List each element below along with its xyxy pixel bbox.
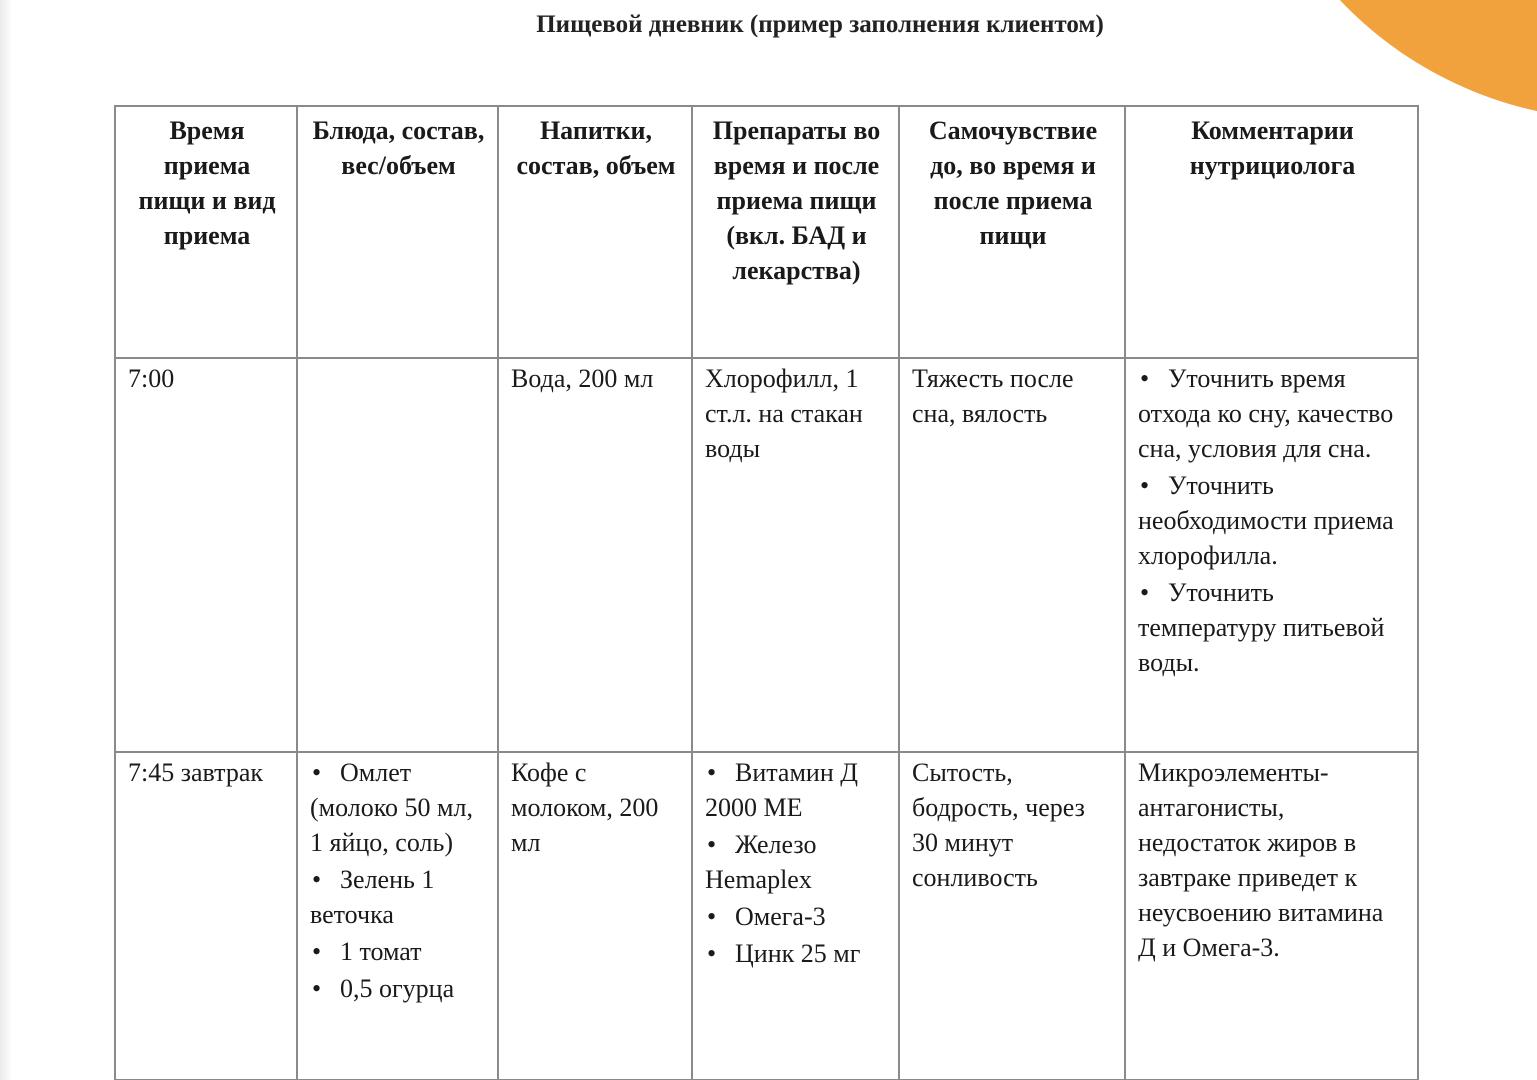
supplements-list [705, 755, 888, 971]
list-item: • Уточнить необходимости приема хлорофилла. [1138, 468, 1407, 573]
list-item: • Зелень 1 веточка [310, 862, 487, 932]
list-item: • Омега-3 [705, 899, 888, 934]
comments-list [1138, 361, 1407, 680]
list-item: • 0,5 огурца [310, 971, 487, 1006]
list-item: • Уточнить температуру питьевой воды. [1138, 575, 1407, 680]
list-item: • Цинк 25 мг [705, 936, 888, 971]
header-time: Время приема пищи и вид приема [115, 106, 297, 358]
cell-drinks: Вода, 200 мл [498, 358, 692, 752]
table-header-row [115, 106, 1418, 358]
cell-comments: Микроэлементы-антагонисты, недостаток жиров в завтраке приведет к неусвоению витамина Д и Омега-3. [1125, 752, 1418, 1080]
header-wellbeing: Самочувствие до, во время и после приема пищи [899, 106, 1125, 358]
list-item: • Железо Hemaplex [705, 827, 888, 897]
cell-supplements [692, 752, 899, 1080]
header-comments: Комментарии нутрициолога [1125, 106, 1418, 358]
cell-time: 7:00 [115, 358, 297, 752]
list-item: • Омлет (молоко 50 мл, 1 яйцо, соль) [310, 755, 487, 860]
cell-wellbeing: Тяжесть после сна, вялость [899, 358, 1125, 752]
header-dishes: Блюда, состав, вес/объем [297, 106, 498, 358]
cell-dishes [297, 358, 498, 752]
cell-wellbeing: Сытость, бодрость, через 30 минут сонливость [899, 752, 1125, 1080]
header-supplements: Препараты во время и после приема пищи (вкл. БАД и лекарства) [692, 106, 899, 358]
table-row [115, 358, 1418, 752]
list-item: • Уточнить время отхода ко сну, качество сна, условия для сна. [1138, 361, 1407, 466]
cell-supplements: Хлорофилл, 1 ст.л. на стакан воды [692, 358, 899, 752]
cell-comments [1125, 358, 1418, 752]
cell-dishes [297, 752, 498, 1080]
list-item: • 1 томат [310, 934, 487, 969]
header-drinks: Напитки, состав, объем [498, 106, 692, 358]
list-item: • Витамин Д 2000 МЕ [705, 755, 888, 825]
cell-drinks: Кофе с молоком, 200 мл [498, 752, 692, 1080]
document-title: Пищевой дневник (пример заполнения клиентом) [536, 11, 1104, 38]
page-edge-shadow [0, 0, 12, 1080]
table-row [115, 752, 1418, 1080]
food-diary-table [114, 105, 1419, 1080]
dishes-list [310, 755, 487, 1006]
cell-time: 7:45 завтрак [115, 752, 297, 1080]
